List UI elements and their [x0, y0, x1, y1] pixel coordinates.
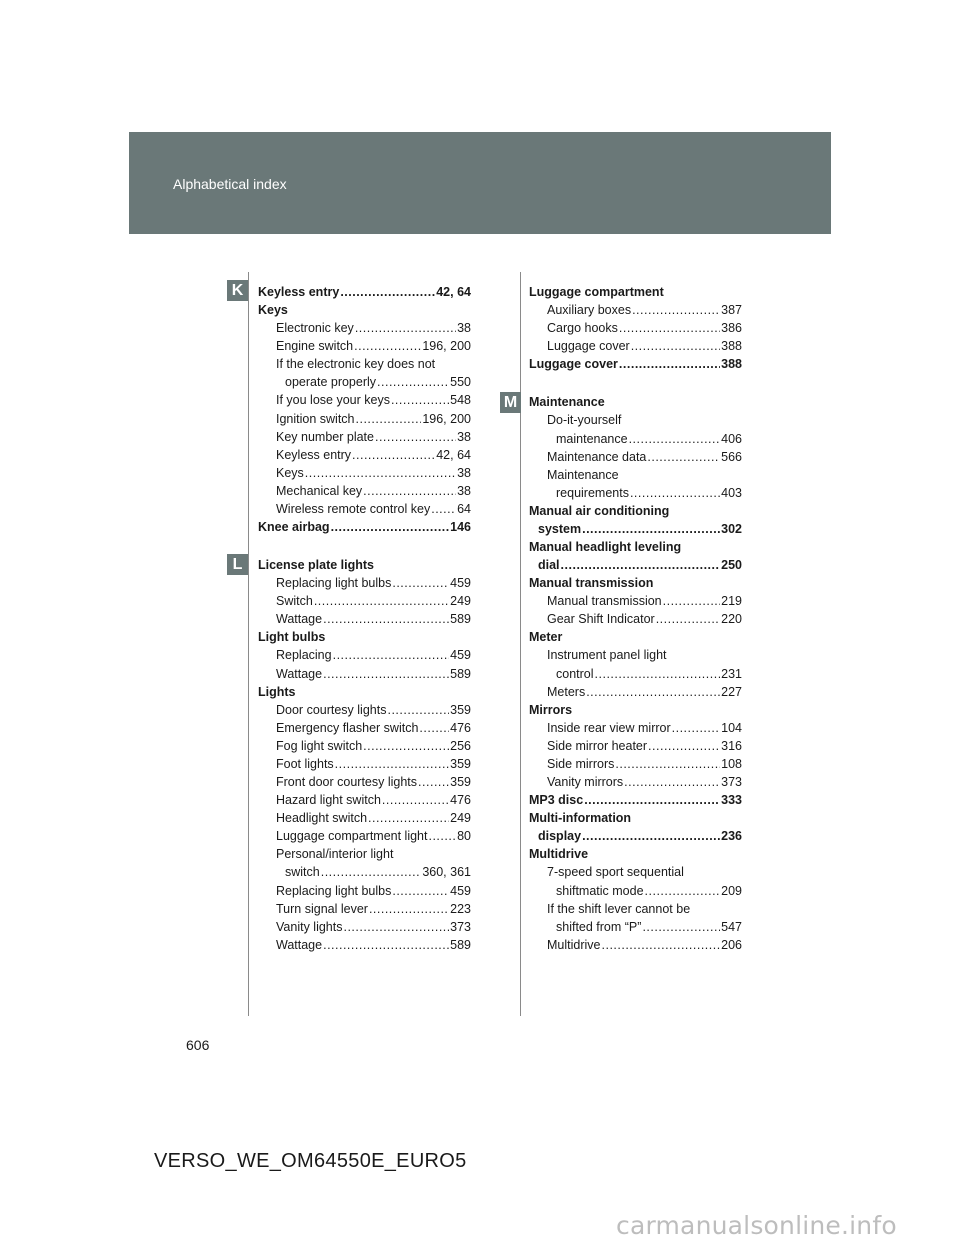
index-subentry[interactable]: Side mirrors ..... 108 [529, 755, 742, 773]
index-entry[interactable]: system ..... 302 [529, 520, 742, 538]
index-subentry[interactable]: Electronic key ..... 38 [258, 319, 471, 337]
index-subentry[interactable]: Front door courtesy lights ..... 359 [258, 773, 471, 791]
index-subentry[interactable]: Engine switch ..... 196, 200 [258, 337, 471, 355]
index-subentry[interactable]: Mechanical key ..... 38 [258, 482, 471, 500]
index-subentry[interactable]: Gear Shift Indicator ..... 220 [529, 610, 742, 628]
index-subentry[interactable]: Turn signal lever ..... 223 [258, 900, 471, 918]
index-heading: Multidrive [529, 847, 589, 862]
index-heading: Mirrors [529, 702, 573, 717]
page-number: 606 [186, 1037, 210, 1053]
index-heading: Meter [529, 630, 563, 645]
section-gap [258, 536, 471, 556]
index-subentry[interactable]: Replacing light bulbs ..... 459 [258, 882, 471, 900]
index-subentry[interactable]: shiftmatic mode ..... 209 [529, 882, 742, 900]
index-heading: Maintenance [529, 395, 605, 410]
index-subentry[interactable]: Hazard light switch ..... 476 [258, 791, 471, 809]
column-divider-middle [520, 272, 521, 1016]
header-bar [129, 132, 831, 234]
index-subentry[interactable]: Manual transmission ..... 219 [529, 592, 742, 610]
index-subentry[interactable]: requirements ..... 403 [529, 484, 742, 502]
index-heading: Light bulbs [258, 630, 326, 645]
index-subentry[interactable]: shifted from “P” ..... 547 [529, 918, 742, 936]
index-subentry[interactable]: Key number plate ..... 38 [258, 428, 471, 446]
index-subentry[interactable]: Door courtesy lights ..... 359 [258, 701, 471, 719]
index-entry[interactable]: Knee airbag ..... 146 [258, 518, 471, 536]
index-subentry[interactable]: Headlight switch ..... 249 [258, 809, 471, 827]
index-subentry[interactable]: Inside rear view mirror ..... 104 [529, 719, 742, 737]
index-heading: Lights [258, 684, 296, 699]
index-subentry[interactable]: Vanity lights ..... 373 [258, 918, 471, 936]
section-title: Alphabetical index [173, 176, 287, 192]
index-subentry[interactable]: Cargo hooks ..... 386 [529, 319, 742, 337]
index-subentry[interactable]: Replacing light bulbs ..... 459 [258, 574, 471, 592]
index-subentry[interactable]: Ignition switch ..... 196, 200 [258, 410, 471, 428]
index-subentry-text: If the electronic key does not [276, 357, 436, 372]
index-subentry[interactable]: switch ..... 360, 361 [258, 863, 471, 881]
index-subentry[interactable]: Multidrive ..... 206 [529, 936, 742, 954]
index-subentry[interactable]: Luggage compartment light ..... 80 [258, 827, 471, 845]
index-subentry[interactable]: Auxiliary boxes ..... 387 [529, 301, 742, 319]
index-entry[interactable]: Luggage cover ..... 388 [529, 355, 742, 373]
index-subentry[interactable]: Keyless entry ..... 42, 64 [258, 446, 471, 464]
index-subentry[interactable]: Emergency flasher switch ..... 476 [258, 719, 471, 737]
index-subentry-text: Maintenance [547, 467, 619, 482]
index-entry[interactable]: display ..... 236 [529, 827, 742, 845]
index-subentry[interactable]: Replacing ..... 459 [258, 646, 471, 664]
index-entry[interactable]: dial ..... 250 [529, 556, 742, 574]
index-entry[interactable]: MP3 disc ..... 333 [529, 791, 742, 809]
index-subentry-text: Do-it-yourself [547, 413, 622, 428]
index-column-right [529, 283, 742, 954]
index-column-left [258, 283, 471, 954]
index-subentry[interactable]: operate properly ..... 550 [258, 373, 471, 391]
letter-badge-k: K [227, 280, 248, 301]
index-entry[interactable]: Keyless entry ..... 42, 64 [258, 283, 471, 301]
index-subentry[interactable]: Maintenance data ..... 566 [529, 448, 742, 466]
index-subentry-text: 7-speed sport sequential [547, 865, 684, 880]
index-subentry[interactable]: Side mirror heater ..... 316 [529, 737, 742, 755]
letter-badge-m: M [500, 392, 521, 413]
index-subentry[interactable]: Keys ..... 38 [258, 464, 471, 482]
column-divider-left [248, 272, 249, 1016]
document-code: VERSO_WE_OM64550E_EURO5 [154, 1150, 467, 1172]
index-heading: Keys [258, 303, 288, 318]
index-subentry[interactable]: Wattage ..... 589 [258, 610, 471, 628]
index-subentry[interactable]: Meters ..... 227 [529, 683, 742, 701]
index-heading: License plate lights [258, 558, 375, 573]
index-subentry-text: Personal/interior light [276, 847, 394, 862]
index-subentry[interactable]: Foot lights ..... 359 [258, 755, 471, 773]
index-subentry[interactable]: Wireless remote control key ..... 64 [258, 500, 471, 518]
index-subentry[interactable]: Luggage cover ..... 388 [529, 337, 742, 355]
watermark: carmanualsonline.info [616, 1211, 897, 1240]
index-subentry[interactable]: maintenance ..... 406 [529, 430, 742, 448]
index-subentry[interactable]: Fog light switch ..... 256 [258, 737, 471, 755]
index-heading: Luggage compartment [529, 285, 664, 299]
index-subentry-text: If the shift lever cannot be [547, 901, 691, 916]
index-heading: Manual headlight leveling [529, 540, 682, 555]
index-subentry[interactable]: Switch ..... 249 [258, 592, 471, 610]
index-subentry[interactable]: Wattage ..... 589 [258, 665, 471, 683]
index-heading: Manual air conditioning [529, 503, 670, 518]
index-subentry[interactable]: control ..... 231 [529, 665, 742, 683]
index-subentry[interactable]: Vanity mirrors ..... 373 [529, 773, 742, 791]
index-subentry-text: Instrument panel light [547, 648, 667, 663]
index-heading: Manual transmission [529, 576, 654, 591]
letter-badge-l: L [227, 554, 248, 575]
index-subentry[interactable]: If you lose your keys ..... 548 [258, 391, 471, 409]
section-gap [529, 373, 742, 393]
index-subentry[interactable]: Wattage ..... 589 [258, 936, 471, 954]
index-heading: Multi-information [529, 811, 632, 826]
